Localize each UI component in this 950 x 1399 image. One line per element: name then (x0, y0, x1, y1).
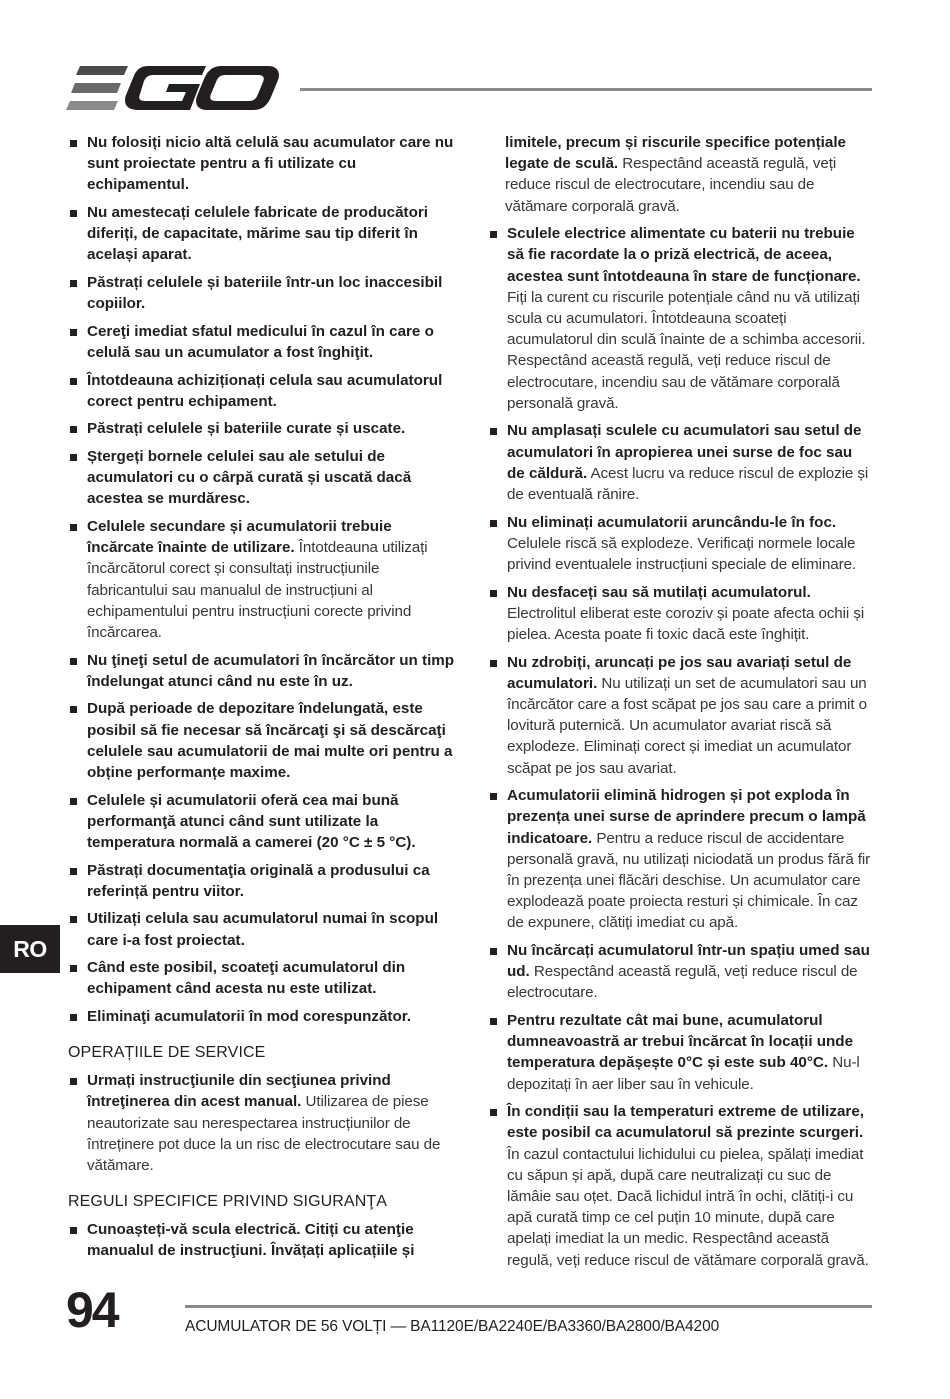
header-rule (300, 88, 872, 91)
bullet-text: Celulele riscă să explodeze. Verificați normele locale privind eventualele instrucțiuni speciale de eliminare. (507, 534, 857, 574)
page-number: 94 (66, 1282, 118, 1338)
bullet-item (488, 940, 872, 1004)
bullet-item (68, 370, 456, 412)
bullet-item (488, 1101, 872, 1271)
bullet-bold: Urmați instrucţiunile din secţiunea privind întreţinerea din acest manual. (87, 1072, 391, 1111)
bullet-text: Fiți la curent cu riscurile potențiale când nu vă utilizați scula cu acumulatori. Întotdeauna scoateți acumulatorul din sculă înainte de a schimba accesorii. Respectând această regulă, veți reduce riscul de electrocutare, incendiu sau de vătămare corporală personală gravă. (507, 288, 866, 412)
bullet-item (68, 860, 456, 902)
bullet-item (68, 418, 456, 439)
bullet-text: Nu utilizați un set de acumulatori sau un încărcător care a fost scăpat pe jos sau care a primit o lovitură puternică. Un acumulator avariat riscă să explodeze. Eliminați corect și imediat un acumulator scăpat pe jos sau avariat. (507, 674, 867, 777)
bullet-bold: Păstrați documentaţia originală a produsului ca referință pentru viitor. (87, 861, 430, 900)
bullet-item (68, 202, 456, 266)
continued-bullet (488, 132, 872, 217)
bullet-bold: Nu încărcați acumulatorul într-un spațiu umed sau ud. (507, 942, 870, 981)
bullet-text: Respectând această regulă, veți reduce riscul de electrocutare, incendiu sau de vătămare corporală gravă. (505, 155, 837, 215)
bullet-bold: Păstrați celulele și bateriile într-un loc inaccesibil copiilor. (87, 274, 443, 313)
bullet-item (488, 1010, 872, 1095)
bullet-item (488, 420, 872, 505)
bullet-item (488, 785, 872, 933)
bullet-item (488, 652, 872, 779)
bullet-item (488, 582, 872, 646)
bullet-item (68, 132, 456, 196)
ego-logo (66, 64, 280, 112)
footer-rule (185, 1305, 872, 1308)
bullet-item (68, 1006, 456, 1027)
bullet-text: Electrolitul eliberat este coroziv și poate afecta ochii și pielea. Acesta poate fi toxic dacă este înghițit. (507, 604, 865, 644)
bullet-bold: Întotdeauna achiziționați celula sau acumulatorul corect pentru echipament. (87, 371, 443, 410)
footer-title: ACUMULATOR DE 56 VOLȚI — BA1120E/BA2240E/BA3360/BA2800/BA4200 (185, 1318, 720, 1335)
bullet-bold: În condiții sau la temperaturi extreme de utilizare, este posibil ca acumulatorul să prezinte scurgeri. (507, 1103, 865, 1142)
bullet-bold: Ștergeți bornele celulei sau ale setului de acumulatori cu o cârpă curată și uscată dacă acestea se murdăresc. (87, 447, 412, 508)
bullet-bold: Păstrați celulele și bateriile curate și uscate. (87, 420, 406, 438)
bullet-text: Acest lucru va reduce riscul de explozie și de eventuală rănire. (507, 464, 869, 504)
bullet-item (68, 908, 456, 950)
bullet-text: În cazul contactului lichidului cu pielea, spălați imediat cu săpun și apă, după care neutralizați cu suc de lămâie sau oțet. Dacă lichidul intră în ochi, clătiți-i cu apă curată timp ce cel puțin 10 minute, după care apelați imediat la un medic. Respectând această regulă, veți reduce riscul de vătămare corporală gravă. (507, 1145, 869, 1269)
bullet-bold: Nu desfaceți sau să mutilați acumulatorul. (507, 583, 811, 601)
bullet-bold: Utilizați celula sau acumulatorul numai în scopul care i-a fost proiectat. (87, 910, 439, 949)
bullet-text: Întotdeauna utilizați încărcătorul corect și consultați instrucțiunile fabricantului sau manualul de instrucțiuni al echipamentului pentru instrucțiuni corecte privind încărcarea. (87, 539, 428, 641)
bullet-bold: Nu ţineţi setul de acumulatori în încărcător un timp îndelungat atunci când nu este în uz. (87, 651, 455, 690)
bullet-item (68, 1070, 456, 1176)
bullet-bold: Când este posibil, scoateţi acumulatorul din echipament când acesta nu este utilizat. (87, 959, 406, 998)
bullet-text: Utilizarea de piese neautorizate sau nerespectarea instrucțiunilor de întreținere pot duce la un risc de electrocutare sau de vătămare. (87, 1093, 441, 1174)
bullet-item (68, 446, 456, 510)
bullet-item (68, 272, 456, 314)
bullet-bold: După perioade de depozitare îndelungată, este posibil să fie necesar să încărcaţi şi să descărcaţi celulele sau acumulatorii de mai multe ori pentru a obține performanțe maxime. (87, 700, 453, 781)
bullet-item (68, 516, 456, 643)
section-heading-service: OPERAȚIILE DE SERVICE (68, 1044, 266, 1062)
bullet-bold: Cunoașteți-vă scula electrică. Citiți cu atenţie manualul de instrucţiuni. Învățați aplicațiile și (87, 1221, 415, 1260)
bullet-bold: Nu eliminați acumulatorii aruncându-le în foc. (507, 513, 837, 531)
bullet-bold: Nu amestecați celulele fabricate de producători diferiți, de capacitate, mărime sau tip diferit în același aparat. (87, 204, 428, 264)
bullet-bold: Cereţi imediat sfatul medicului în cazul în care o celulă sau un acumulator a fost înghiţit. (87, 322, 434, 361)
bullet-bold: Sculele electrice alimentate cu baterii nu trebuie să fie racordate la o priză electrică, de aceea, acestea sunt întotdeauna în stare de funcționare. (507, 225, 861, 285)
bullet-item (68, 650, 456, 692)
bullet-item (68, 698, 456, 783)
bullet-bold: Acumulatorii elimină hidrogen și pot exploda în prezența unei surse de aprindere precum o lampă indicatoare. (507, 787, 866, 847)
right-column (488, 132, 872, 1277)
bullet-text: Pentru a reduce riscul de accidentare personală gravă, nu utilizați niciodată un produs fără fir în prezența unei flăcări deschise. Un acumulator care explodează poate proiecta resturi și chimicale. În caz de expunere, clătiți imediat cu apă. (507, 829, 871, 932)
bullet-bold: Celulele și acumulatorii oferă cea mai bună performanţă atunci când sunt utilizate la temperatura normală a camerei (20 °C ± 5 °C). (87, 791, 416, 851)
section-heading-safety: REGULI SPECIFICE PRIVIND SIGURANŢA (68, 1193, 388, 1211)
bullet-text: Respectând această regulă, veți reduce riscul de electrocutare. (507, 963, 858, 1002)
bullet-bold: Pentru rezultate cât mai bune, acumulatorul dumneavoastră ar trebui încărcat în locații unde temperatura depășește 0°C și este sub 40°C. (507, 1012, 854, 1072)
bullet-bold: Celulele secundare și acumulatorii trebuie încărcate înainte de utilizare. (87, 517, 392, 557)
language-tab-ro: RO (0, 925, 60, 973)
bullet-bold: limitele, precum și riscurile specifice potențiale legate de sculă. (505, 134, 847, 173)
ego-logo-mark (66, 64, 280, 112)
bullet-item (488, 512, 872, 576)
bullet-item (68, 1219, 456, 1261)
bullet-item (488, 223, 872, 414)
left-column (68, 132, 456, 1268)
bullet-bold: Eliminaţi acumulatorii în mod corespunzător. (87, 1007, 412, 1025)
bullet-item (68, 790, 456, 854)
bullet-item (68, 321, 456, 363)
bullet-item (68, 957, 456, 999)
bullet-bold: Nu amplasați sculele cu acumulatori sau setul de acumulatori în apropierea unei surse de foc sau de căldură. (507, 422, 862, 482)
bullet-bold: Nu folosiți nicio altă celulă sau acumulator care nu sunt proiectate pentru a fi utilizate cu echipamentul. (87, 134, 454, 194)
bullet-text: Nu-l depozitați în aer liber sau în vehicule. (507, 1054, 860, 1093)
bullet-bold: Nu zdrobiți, aruncați pe jos sau avariați setul de acumulatori. (507, 653, 852, 692)
